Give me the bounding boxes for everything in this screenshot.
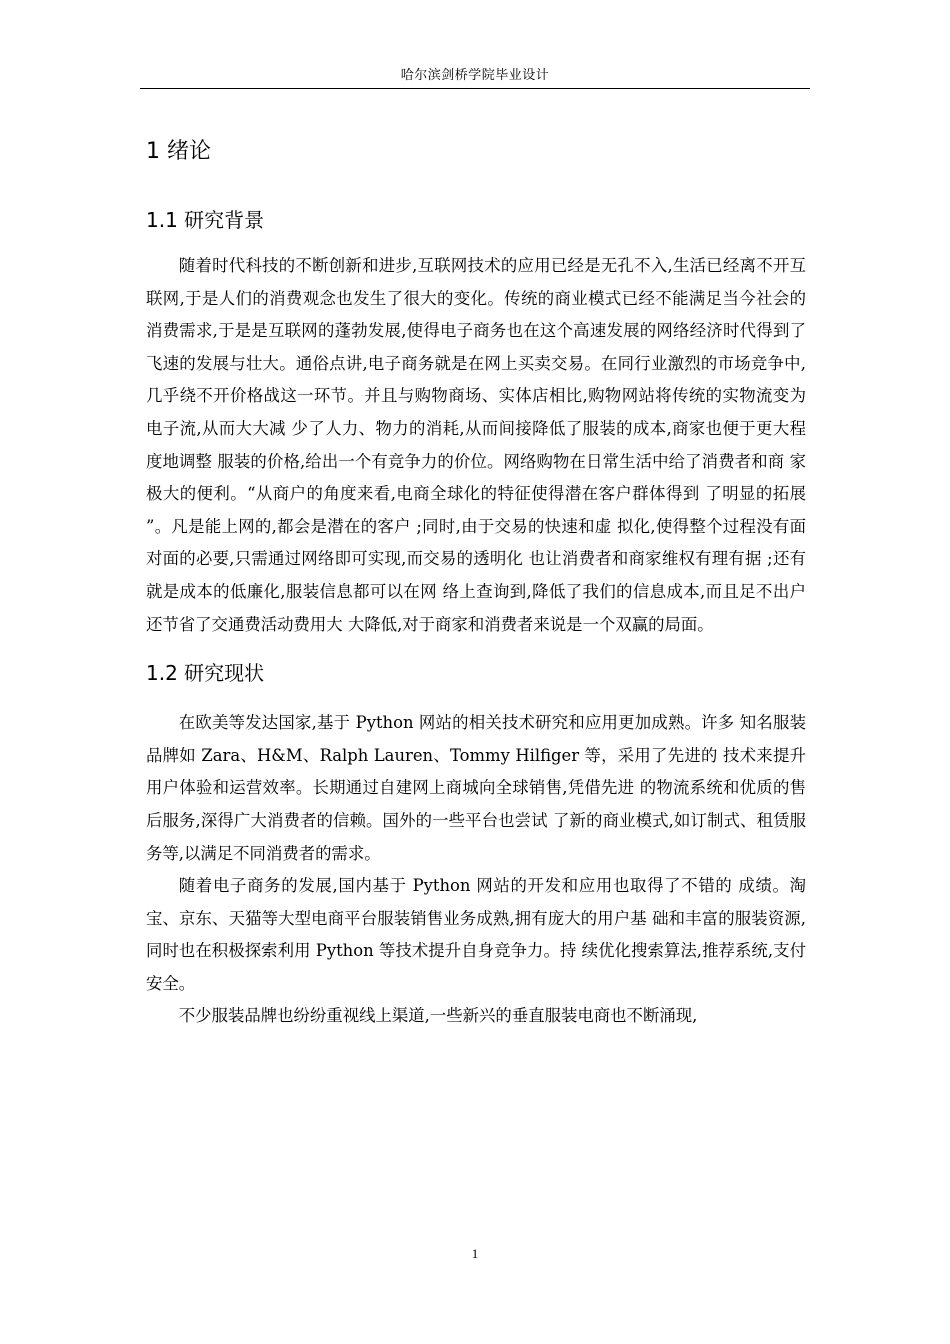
header-divider — [140, 88, 810, 89]
paragraph: 随着电子商务的发展,国内基于 Python 网站的开发和应用也取得了不错的 成绩。淘宝、京东、天猫等大型电商平台服装销售业务成熟,拥有庞大的用户基 础和丰富的服装资源,同时也在积极探索利用 Python 等技术提升自身竞争力。持 续优化搜索算法,推荐系统,支付安全。 — [146, 876, 806, 993]
chapter-heading: 1 绪论 — [146, 139, 211, 164]
section-heading-background: 1.1 研究背景 — [146, 208, 265, 232]
paragraph: 不少服装品牌也纷纷重视线上渠道,一些新兴的垂直服装电商也不断涌现, — [178, 1006, 698, 1026]
paragraph: 随着时代科技的不断创新和进步,互联网技术的应用已经是无孔不入,生活已经离不开互联网,于是人们的消费观念也发生了很大的变化。传统的商业模式已经不能满足当今社会的消费需求,于是是互联网的蓬勃发展,使得电子商务也在这个高速发展的网络经济时代得到了飞速的发展与壮大。通俗点讲,电子商务就是在网上买卖交易。在同行业激烈的市场竞争中,几乎绕不开价格战这一环节。并且与购物商场、实体店相比,购物网站将传统的实物流变为电子流,从而大大减 少了人力、物力的消耗,从而间接降低了服装的成本,商家也便于更大程度地调整 服装的价格,给出一个有竞争力的价位。网络购物在日常生活中给了消费者和商 家极大的便利。“从商户的角度来看,电商全球化的特征使得潜在客户群体得到 了明显的拓展 ”。凡是能上网的,都会是潜在的客户 ;同时,由于交易的快速和虚 拟化,使得整个过程没有面对面的必要,只需通过网络即可实现,而交易的透明化 也让消费者和商家维权有理有据 ;还有就是成本的低廉化,服装信息都可以在网 络上查询到,降低了我们的信息成本,而且足不出户还节省了交通费活动费用大 大降低,对于商家和消费者来说是一个双赢的局面。 — [146, 256, 806, 634]
page-number: 1 — [471, 1246, 479, 1261]
running-header: 哈尔滨剑桥学院毕业设计 — [400, 68, 550, 83]
section-heading-status: 1.2 研究现状 — [146, 661, 265, 686]
paragraph: 在欧美等发达国家,基于 Python 网站的相关技术研究和应用更加成熟。许多 知名服装品牌如 Zara、H&M、Ralph Lauren、Tommy Hilfiger 等，采用了先进的 技术来提升用户体验和运营效率。长期通过自建网上商城向全球销售,凭借先进 的物流系统和优质的售后服务,深得广大消费者的信赖。国外的一些平台也尝试 了新的商业模式,如订制式、租赁服务等,以满足不同消费者的需求。 — [146, 713, 806, 863]
page-body — [146, 128, 806, 1033]
